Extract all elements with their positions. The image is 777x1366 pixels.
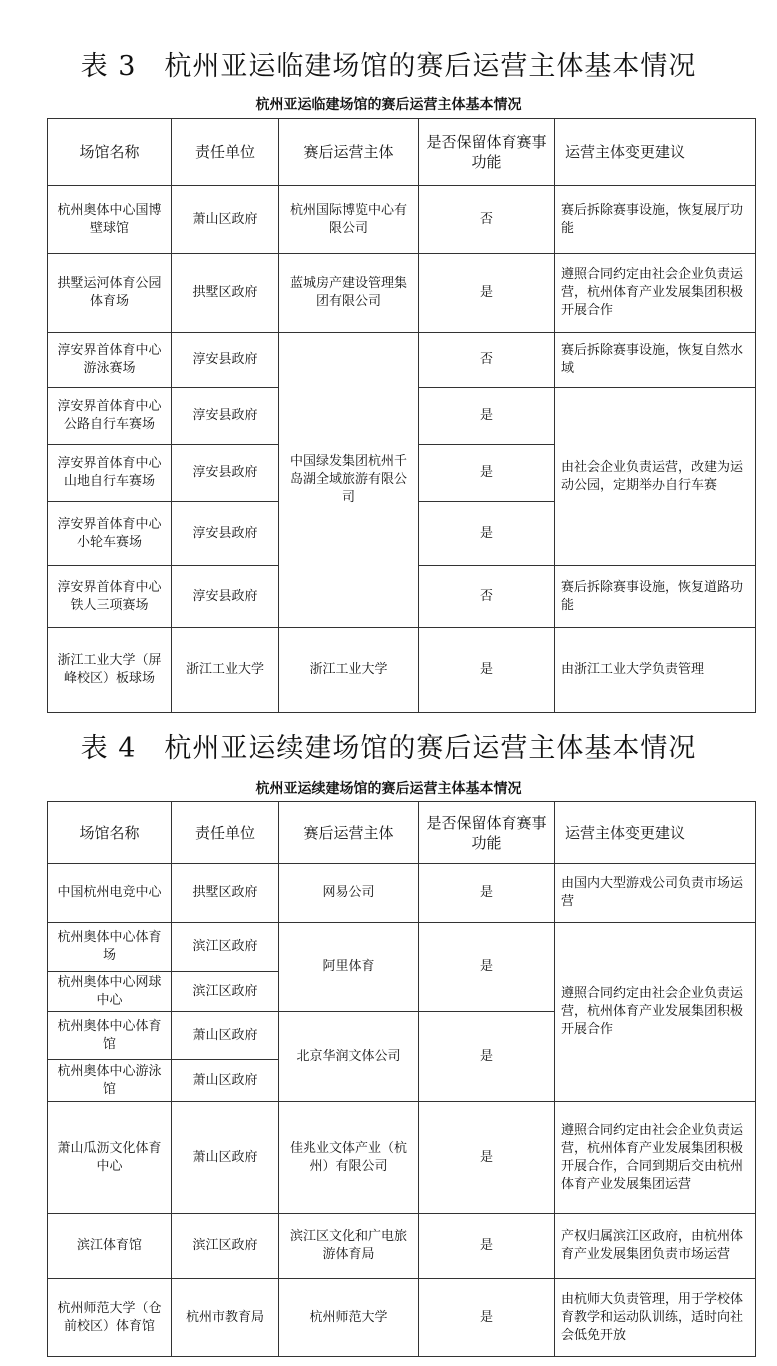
table-row [48,1214,756,1279]
suggestion-cell: 遵照合同约定由社会企业负责运营，杭州体育产业发展集团积极开展合作，合同到期后交由杭州体育产业发展集团运营 [555,1102,756,1214]
venue-cell: 杭州奥体中心体育馆 [48,1012,172,1060]
suggestion-cell: 由杭师大负责管理，用于学校体育教学和运动队训练，适时向社会低免开放 [555,1279,756,1357]
header-retain: 是否保留体育赛事功能 [419,119,555,186]
unit-cell: 滨江区政府 [172,972,279,1012]
retain-cell: 是 [419,1102,555,1214]
retain-cell: 是 [419,388,555,445]
venue-cell: 淳安界首体育中心公路自行车赛场 [48,388,172,445]
retain-cell: 是 [419,923,555,1012]
venue-cell: 淳安界首体育中心小轮车赛场 [48,502,172,566]
header-suggestion: 运营主体变更建议 [555,119,756,186]
table4-subheading: 杭州亚运续建场馆的赛后运营主体基本情况 [255,781,522,797]
header-unit: 责任单位 [172,802,279,864]
retain-cell: 是 [419,1214,555,1279]
retain-cell: 否 [419,566,555,628]
unit-cell: 滨江区政府 [172,923,279,972]
venue-cell: 杭州师范大学（仓前校区）体育馆 [48,1279,172,1357]
retain-cell: 否 [419,186,555,254]
retain-cell: 是 [419,254,555,333]
header-suggestion: 运营主体变更建议 [555,802,756,864]
table-row [48,1279,756,1357]
venue-cell: 淳安界首体育中心游泳赛场 [48,333,172,388]
venue-cell: 浙江工业大学（屏峰校区）板球场 [48,628,172,713]
venue-cell: 萧山瓜沥文化体育中心 [48,1102,172,1214]
header-venue: 场馆名称 [48,802,172,864]
operator-cell: 滨江区文化和广电旅游体育局 [279,1214,419,1279]
venue-cell: 滨江体育馆 [48,1214,172,1279]
unit-cell: 淳安县政府 [172,445,279,502]
suggestion-cell: 产权归属滨江区政府，由杭州体育产业发展集团负责市场运营 [555,1214,756,1279]
suggestion-cell: 赛后拆除赛事设施，恢复自然水域 [555,333,756,388]
table3-subheading: 杭州亚运临建场馆的赛后运营主体基本情况 [255,97,522,113]
unit-cell: 淳安县政府 [172,388,279,445]
header-operator: 赛后运营主体 [279,119,419,186]
suggestion-cell: 遵照合同约定由社会企业负责运营，杭州体育产业发展集团积极开展合作 [555,254,756,333]
retain-cell: 是 [419,628,555,713]
operator-cell: 杭州师范大学 [279,1279,419,1357]
retain-cell: 是 [419,1012,555,1102]
unit-cell: 萧山区政府 [172,186,279,254]
table-row [48,186,756,254]
header-operator: 赛后运营主体 [279,802,419,864]
table3 [47,118,756,713]
suggestion-cell: 由社会企业负责运营，改建为运动公园，定期举办自行车赛 [555,388,756,566]
header-retain: 是否保留体育赛事功能 [419,802,555,864]
venue-cell: 中国杭州电竞中心 [48,864,172,923]
table4 [47,801,756,1357]
retain-cell: 是 [419,502,555,566]
unit-cell: 淳安县政府 [172,333,279,388]
retain-cell: 是 [419,445,555,502]
operator-cell: 佳兆业文体产业（杭州）有限公司 [279,1102,419,1214]
table-row [48,628,756,713]
header-venue: 场馆名称 [48,119,172,186]
operator-cell: 中国绿发集团杭州千岛湖全域旅游有限公司 [279,333,419,628]
suggestion-cell: 遵照合同约定由社会企业负责运营，杭州体育产业发展集团积极开展合作 [555,923,756,1102]
venue-cell: 淳安界首体育中心铁人三项赛场 [48,566,172,628]
unit-cell: 萧山区政府 [172,1060,279,1102]
suggestion-cell: 赛后拆除赛事设施，恢复道路功能 [555,566,756,628]
unit-cell: 萧山区政府 [172,1012,279,1060]
table-header-row [48,119,756,186]
venue-cell: 杭州奥体中心国博壁球馆 [48,186,172,254]
venue-cell: 拱墅运河体育公园体育场 [48,254,172,333]
suggestion-cell: 赛后拆除赛事设施，恢复展厅功能 [555,186,756,254]
venue-cell: 杭州奥体中心体育场 [48,923,172,972]
operator-cell: 杭州国际博览中心有限公司 [279,186,419,254]
retain-cell: 否 [419,333,555,388]
table-row [48,923,756,972]
unit-cell: 淳安县政府 [172,566,279,628]
table3-heading: 表 3 杭州亚运临建场馆的赛后运营主体基本情况 [80,51,697,82]
operator-cell: 北京华润文体公司 [279,1012,419,1102]
unit-cell: 拱墅区政府 [172,864,279,923]
venue-cell: 杭州奥体中心游泳馆 [48,1060,172,1102]
header-unit: 责任单位 [172,119,279,186]
table-row [48,864,756,923]
table-header-row [48,802,756,864]
unit-cell: 拱墅区政府 [172,254,279,333]
table-row [48,333,756,388]
operator-cell: 阿里体育 [279,923,419,1012]
venue-cell: 杭州奥体中心网球中心 [48,972,172,1012]
retain-cell: 是 [419,864,555,923]
unit-cell: 滨江区政府 [172,1214,279,1279]
suggestion-cell: 由浙江工业大学负责管理 [555,628,756,713]
unit-cell: 萧山区政府 [172,1102,279,1214]
operator-cell: 浙江工业大学 [279,628,419,713]
retain-cell: 是 [419,1279,555,1357]
venue-cell: 淳安界首体育中心山地自行车赛场 [48,445,172,502]
unit-cell: 淳安县政府 [172,502,279,566]
table4-heading: 表 4 杭州亚运续建场馆的赛后运营主体基本情况 [80,733,697,764]
unit-cell: 浙江工业大学 [172,628,279,713]
operator-cell: 蓝城房产建设管理集团有限公司 [279,254,419,333]
unit-cell: 杭州市教育局 [172,1279,279,1357]
table-row [48,254,756,333]
suggestion-cell: 由国内大型游戏公司负责市场运营 [555,864,756,923]
operator-cell: 网易公司 [279,864,419,923]
table-row [48,1102,756,1214]
